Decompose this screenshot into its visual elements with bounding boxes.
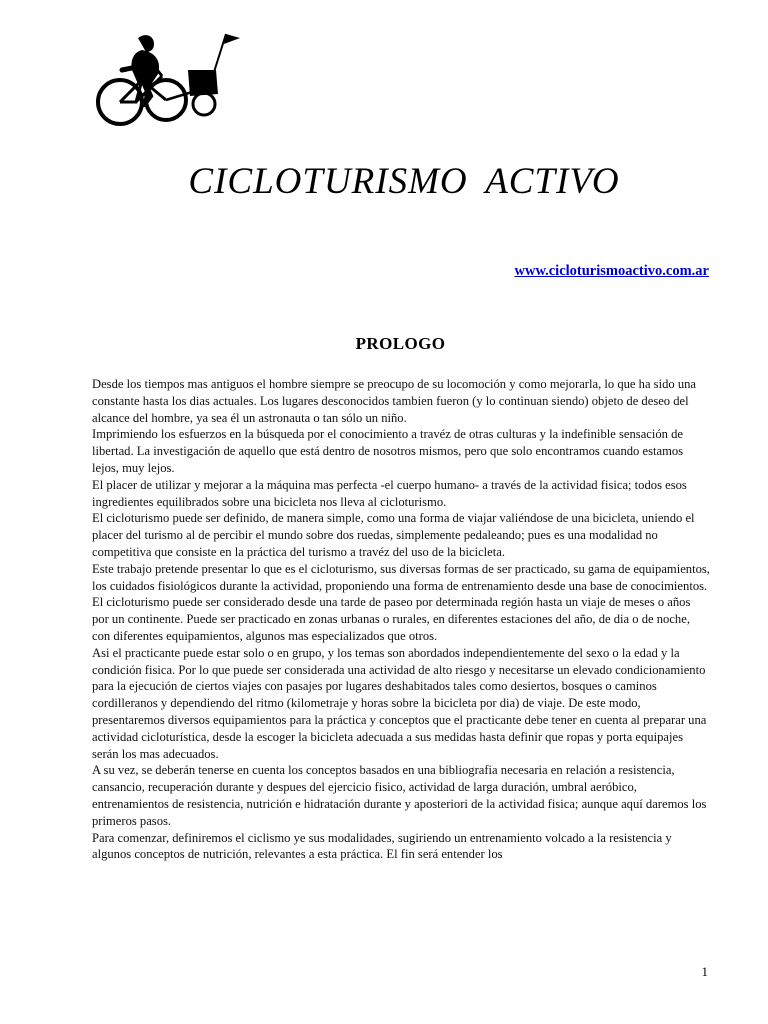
section-heading: PROLOGO <box>355 334 446 353</box>
cyclist-with-trailer-icon <box>92 24 242 136</box>
website-link[interactable]: www.cicloturismoactivo.com.ar <box>514 263 709 279</box>
page-number: 1 <box>701 964 708 979</box>
paragraph-4: El cicloturismo puede ser definido, de manera simple, como una forma de viajar valiéndose de una bicicleta, uniendo el placer del turismo al de percibir el mundo sobre dos ruedas, simplemente pedaleando; pues es una modalidad no competitiva que consiste en la práctica del turismo a travéz del uso de la bicicleta. <box>92 511 695 559</box>
paragraph-6: El cicloturismo puede ser considerado desde una tarde de paseo por determinada región hasta un viaje de meses o años por un continente. Puede ser practicado en zonas urbanas o rurales, en diferentes estaciones del año, de dia o de noche, con diferentes equipamientos, algunos mas especializados que otros. <box>92 595 691 643</box>
document-title: CICLOTURISMO ACTIVO <box>188 161 620 202</box>
paragraph-9: Para comenzar, definiremos el ciclismo ye sus modalidades, sugiriendo un entrenamiento volcado a la resistencia y algunos conceptos de nutrición, relevantes a esta práctica. El fin será entender los <box>92 830 672 862</box>
paragraph-7: Asi el practicante puede estar solo o en grupo, y los temas son abordados independientemente del sexo o la edad y la condición fisica. Por lo que puede ser considerada una actividad de alto riesgo y necesitarse un elevado condicionamiento para la ejecución de ciertos viajes con pasajes por lugares deshabitados tales como desiertos, bosques o caminos cordilleranos y dependiendo del ritmo (kilometraje y horas sobre la bicicleta por dia) de viaje. De este modo, presentaremos diversos equipamientos para la práctica y conceptos que el practicante debe tener en cuenta al preparar una actividad cicloturística, desde la escoger la bicicleta adecuada a sus medidas hasta definir que ropas y porta equipajes serán los mas adecuados. <box>92 645 707 761</box>
paragraph-2: Imprimiendo los esfuerzos en la búsqueda por el conocimiento a travéz de otras culturas y la indefinible sensación de libertad. La investigación de aquello que está dentro de nosotros mismos, pero que solo encontramos cuando estamos lejos, muy lejos. <box>92 427 684 475</box>
body-text <box>92 376 710 863</box>
paragraph-5: Este trabajo pretende presentar lo que es el cicloturismo, sus diversas formas de ser practicado, su gama de equipamientos, los cuidados fisiológicos durante la actividad, proponiendo una forma de entrenamiento desde una base de conocimientos. <box>92 561 710 593</box>
paragraph-3: El placer de utilizar y mejorar a la máquina mas perfecta -el cuerpo humano- a través de la actividad fisica; todos esos ingredientes equilibrados sobre una bicicleta nos lleva al cicloturismo. <box>92 477 687 509</box>
paragraph-8: A su vez, se deberán tenerse en cuenta los conceptos basados en una bibliografia necesaria en relación a resistencia, cansancio, recuperación durante y despues del ejercicio fisico, actividad de larga duración, umbral aeróbico, entrenamientos de resistencia, nutrición e hidratación durante y aposteriori de la actividad fisica; aunque aquí daremos los primeros pasos. <box>92 763 707 828</box>
paragraph-1: Desde los tiempos mas antiguos el hombre siempre se preocupo de su locomoción y como mejorarla, lo que ha sido una constante hasta los dias actuales. Los lugares desconocidos tambien fueron (y lo continuan siendo) objeto de deseo del alcance del hombre, ya sea él un astronauta o tan sólo un niño. <box>92 377 697 425</box>
